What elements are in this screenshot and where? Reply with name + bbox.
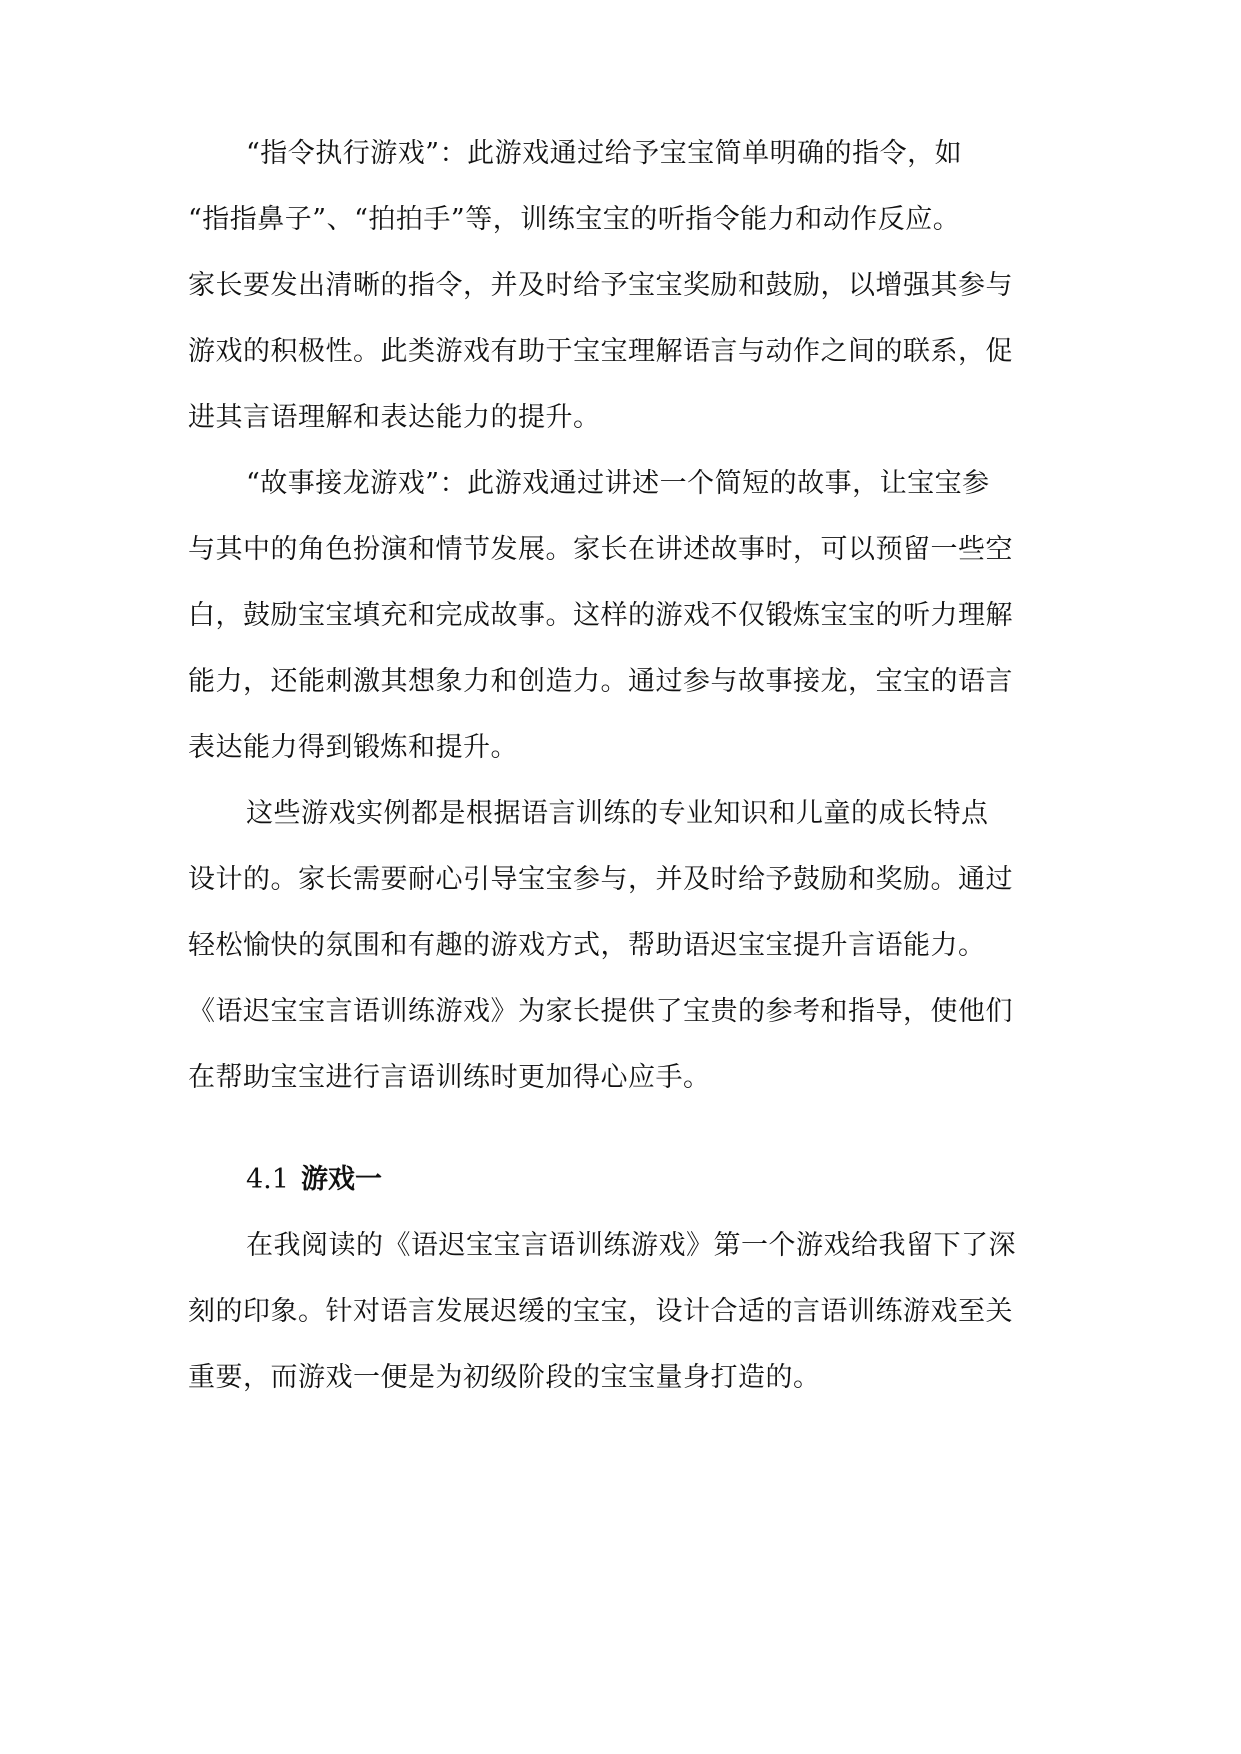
text-line: 表达能力得到锻炼和提升。 — [188, 732, 518, 763]
text-line: “故事接龙游戏”：此游戏通过讲述一个简短的故事，让宝宝参 — [246, 468, 990, 499]
text-line: 与其中的角色扮演和情节发展。家长在讲述故事时，可以预留一些空 — [188, 534, 1013, 565]
text-line: 进其言语理解和表达能力的提升。 — [188, 402, 601, 433]
text-line: “指指鼻子”、“拍拍手”等，训练宝宝的听指令能力和动作反应。 — [188, 204, 961, 235]
section-heading — [246, 1160, 382, 1200]
text-line: 家长要发出清晰的指令，并及时给予宝宝奖励和鼓励，以增强其参与 — [188, 270, 1013, 301]
text-line: 重要，而游戏一便是为初级阶段的宝宝量身打造的。 — [188, 1362, 821, 1393]
text-line: 轻松愉快的氛围和有趣的游戏方式，帮助语迟宝宝提升言语能力。 — [188, 930, 986, 961]
section-title: 游戏一 — [300, 1164, 382, 1195]
text-line: “指令执行游戏”：此游戏通过给予宝宝简单明确的指令，如 — [246, 138, 963, 169]
text-line: 在帮助宝宝进行言语训练时更加得心应手。 — [188, 1062, 711, 1093]
text-line: 游戏的积极性。此类游戏有助于宝宝理解语言与动作之间的联系，促 — [188, 336, 1013, 367]
section-number: 4.1 — [246, 1164, 289, 1195]
text-line: 这些游戏实例都是根据语言训练的专业知识和儿童的成长特点 — [246, 798, 989, 829]
text-line: 刻的印象。针对语言发展迟缓的宝宝，设计合适的言语训练游戏至关 — [188, 1296, 1013, 1327]
text-line: 能力，还能刺激其想象力和创造力。通过参与故事接龙，宝宝的语言 — [188, 666, 1013, 697]
text-line: 白，鼓励宝宝填充和完成故事。这样的游戏不仅锻炼宝宝的听力理解 — [188, 600, 1013, 631]
text-line: 设计的。家长需要耐心引导宝宝参与，并及时给予鼓励和奖励。通过 — [188, 864, 1013, 895]
text-line: 《语迟宝宝言语训练游戏》为家长提供了宝贵的参考和指导，使他们 — [188, 996, 1013, 1027]
text-line: 在我阅读的《语迟宝宝言语训练游戏》第一个游戏给我留下了深 — [246, 1230, 1016, 1261]
